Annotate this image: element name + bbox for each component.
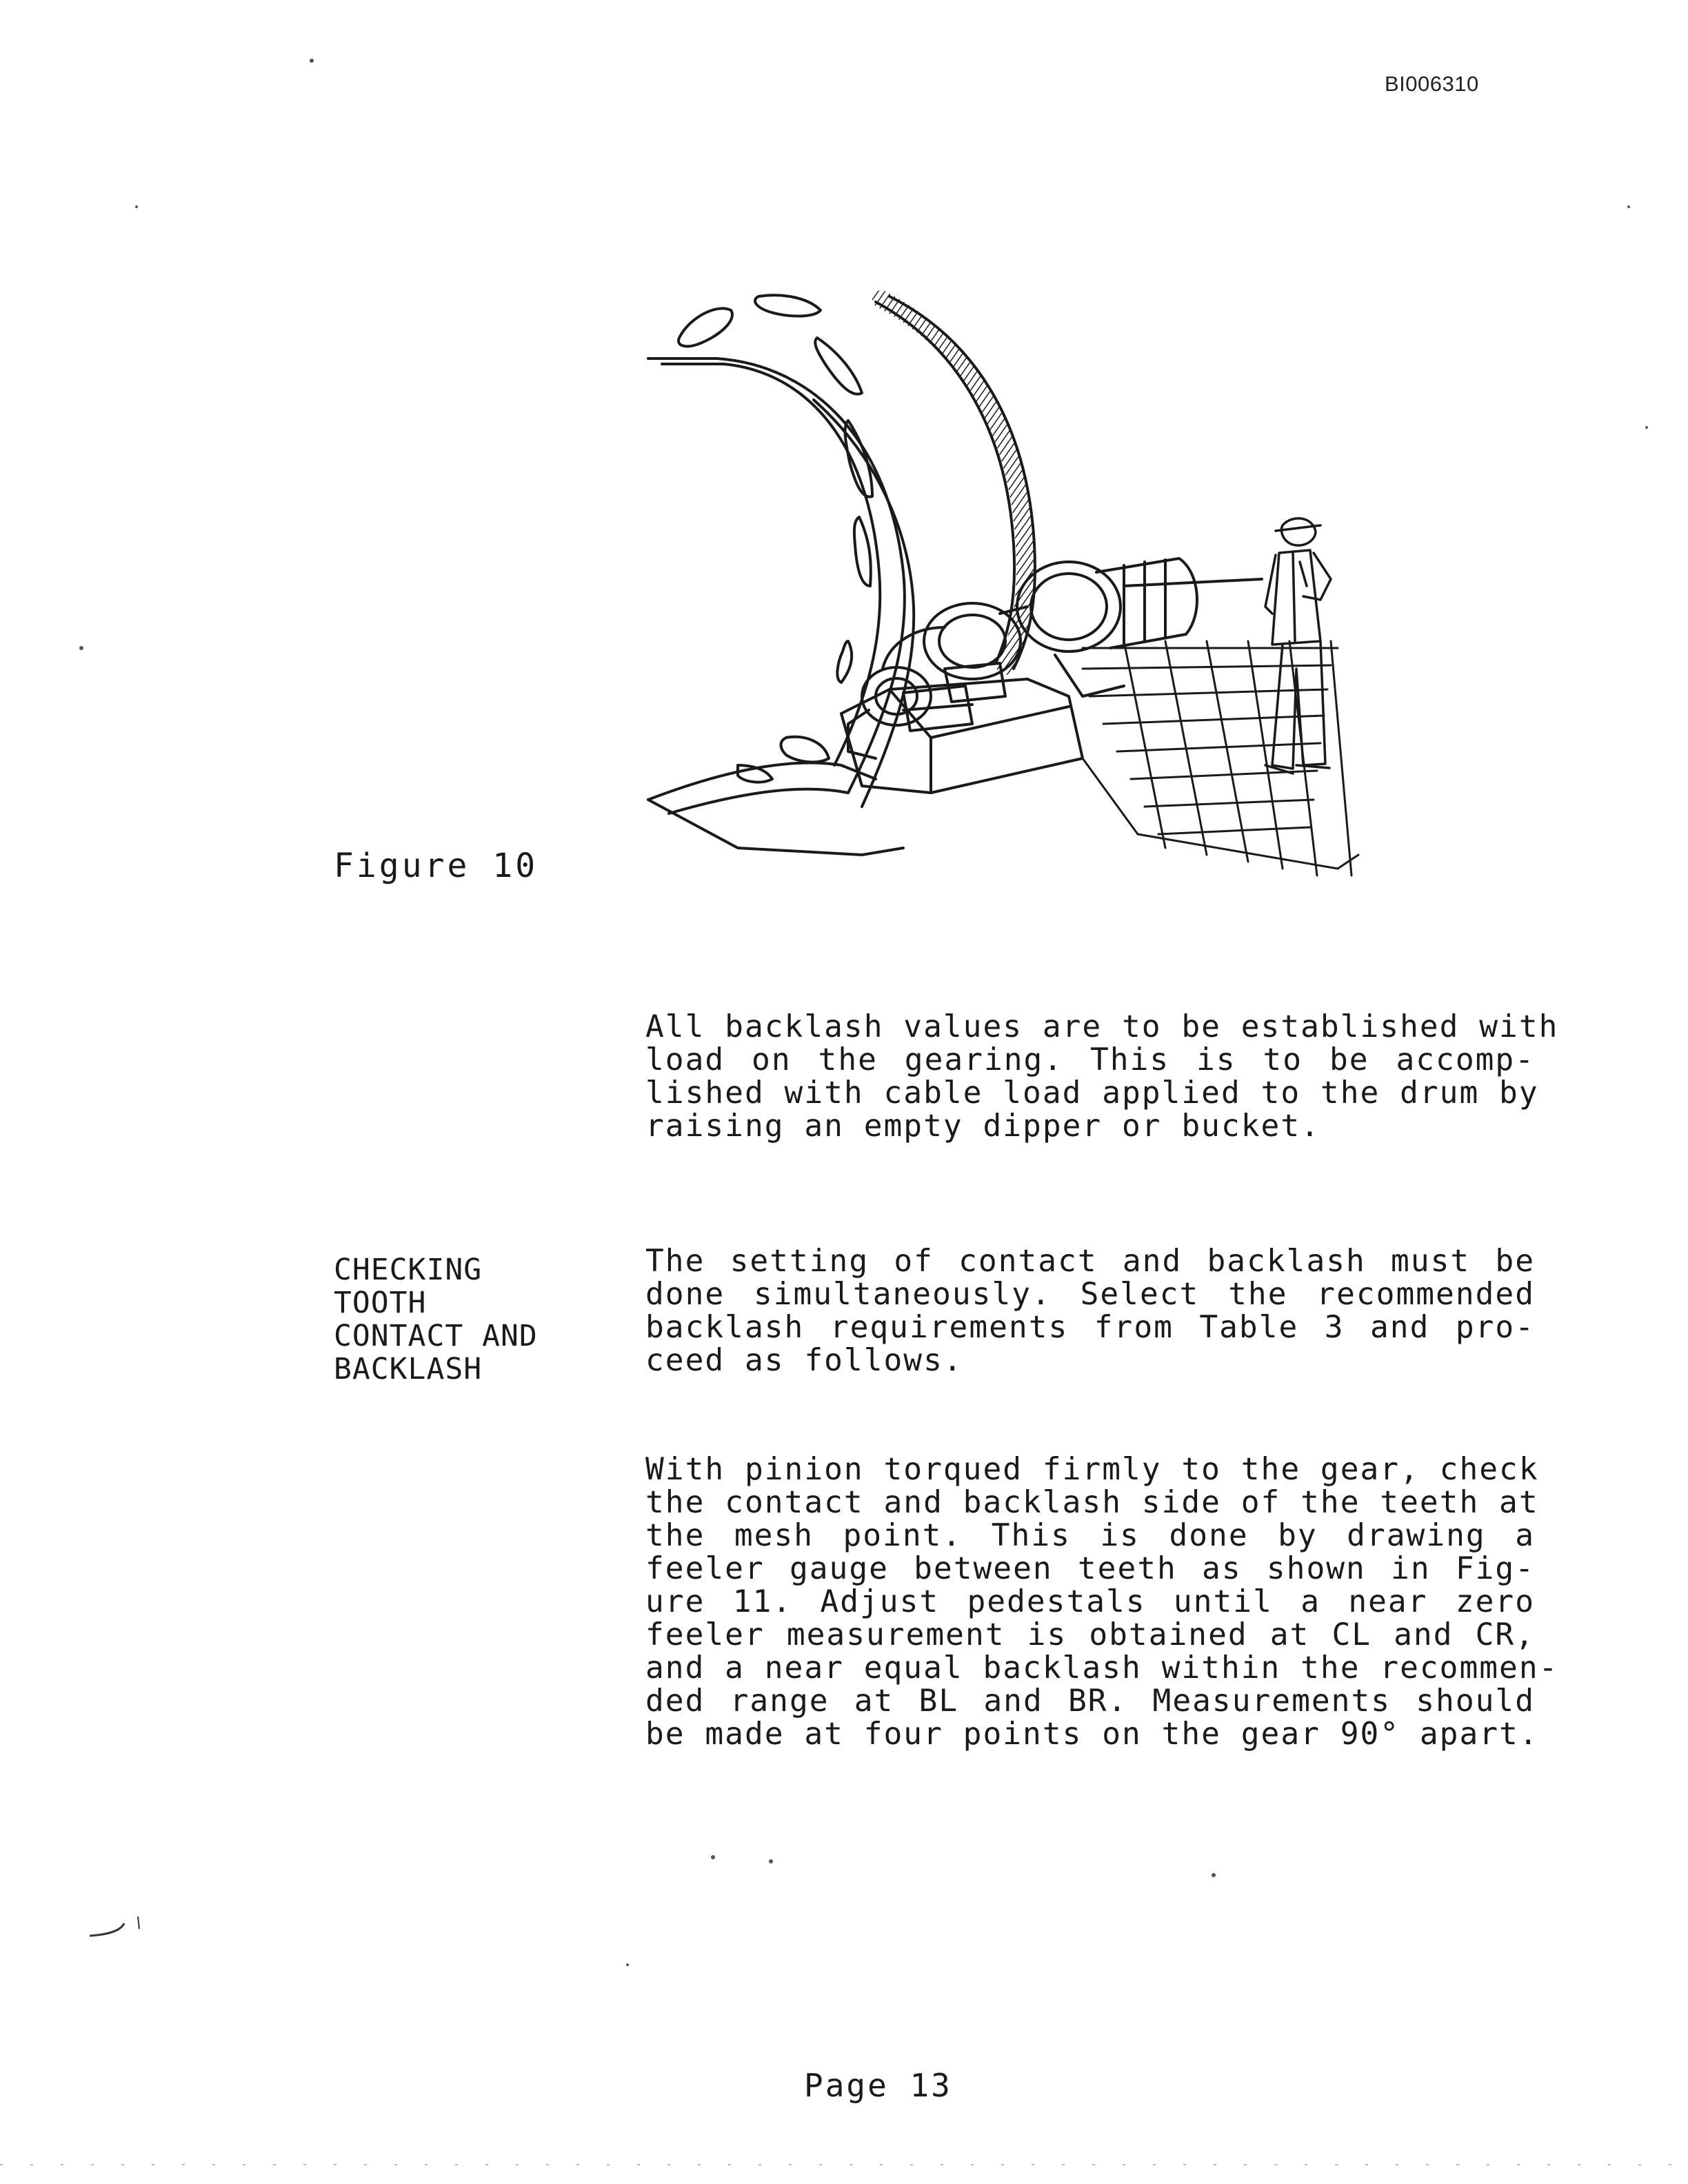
gear-drum-pinion-illustration-icon <box>641 283 1372 889</box>
text-line: With pinion torqued firmly to the gear, check <box>645 1452 1539 1487</box>
text-line: done simultaneously. Select the recommended <box>645 1277 1535 1312</box>
text-line: ded range at BL and BR. Measurements should <box>645 1684 1535 1719</box>
paragraph-setting-contact <box>645 1245 1535 1377</box>
text-line: feeler measurement is obtained at CL and CR, <box>645 1617 1535 1652</box>
section-heading <box>334 1253 538 1386</box>
section-heading-line: CONTACT AND <box>334 1319 538 1353</box>
section-heading-line: TOOTH <box>334 1286 427 1320</box>
text-line: and a near equal backlash within the recommen- <box>645 1650 1559 1686</box>
text-line: ceed as follows. <box>645 1343 963 1378</box>
text-line: backlash requirements from Table 3 and pro- <box>645 1310 1535 1345</box>
text-line: the contact and backlash side of the teeth at <box>645 1485 1539 1520</box>
text-line: load on the gearing. This is to be accomp- <box>645 1042 1535 1078</box>
figure-10-illustration <box>641 283 1372 889</box>
text-line: raising an empty dipper or bucket. <box>645 1109 1320 1144</box>
paragraph-pinion-procedure <box>645 1452 1559 1752</box>
text-line: The setting of contact and backlash must be <box>645 1244 1535 1279</box>
text-line: lished with cable load applied to the drum by <box>645 1075 1539 1111</box>
text-line: be made at four points on the gear 90° apart. <box>645 1717 1539 1752</box>
text-line: All backlash values are to be established with <box>645 1009 1559 1044</box>
figure-caption: Figure 10 <box>334 847 539 885</box>
text-line: feeler gauge between teeth as shown in Fig- <box>645 1551 1535 1586</box>
paragraph-backlash-values <box>645 1009 1559 1144</box>
document-id: BI006310 <box>1385 72 1479 96</box>
text-line: the mesh point. This is done by drawing a <box>645 1518 1535 1553</box>
page-number: Page 13 <box>804 2067 952 2104</box>
text-line: ure 11. Adjust pedestals until a near zero <box>645 1584 1535 1619</box>
section-heading-line: BACKLASH <box>334 1352 483 1386</box>
section-heading-line: CHECKING <box>334 1253 483 1287</box>
